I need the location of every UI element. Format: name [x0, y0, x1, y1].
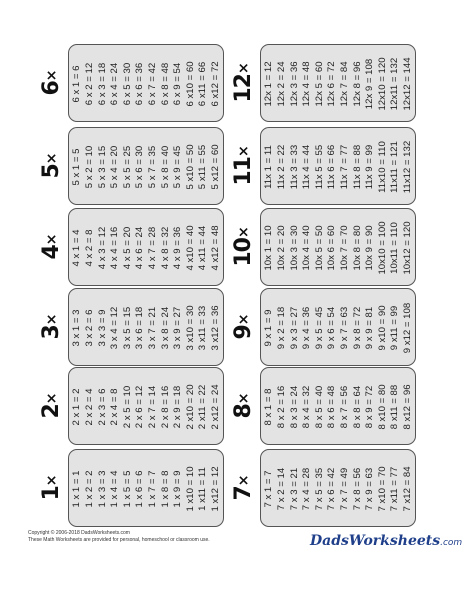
times-table-9 [228, 288, 416, 366]
fact-row: 10x 9 = 90 [364, 225, 376, 271]
fact-row: 5 x 2 = 10 [84, 145, 96, 189]
fact-row: 6 x11 = 66 [197, 61, 209, 107]
logo-wordmark: DadsWorksheets [310, 533, 441, 549]
fact-row: 8 x 1 = 8 [263, 388, 275, 426]
fact-row: 7 x 3 = 21 [288, 467, 300, 511]
fact-row: 6 x 6 = 36 [134, 62, 146, 106]
fact-row: 10x 8 = 80 [351, 225, 363, 271]
fact-row: 2 x 1 = 2 [71, 388, 83, 426]
fact-row: 5 x 3 = 15 [96, 145, 108, 189]
facts-panel [68, 208, 224, 286]
table-number: 1 [39, 486, 64, 501]
facts-list [261, 450, 416, 527]
fact-row: 8 x 7 = 56 [339, 385, 350, 429]
facts-list [261, 209, 416, 286]
fact-row: 8 x11 = 88 [389, 384, 401, 430]
fact-row: 8 x 2 = 16 [276, 385, 288, 429]
times-table-12 [228, 44, 416, 122]
fact-row: 1 x 3 = 3 [96, 470, 108, 508]
facts-list [69, 209, 224, 286]
fact-row: 1 x 7 = 7 [147, 470, 158, 508]
facts-list [261, 368, 416, 445]
times-symbol: × [236, 146, 252, 158]
fact-row: 2 x11 = 22 [197, 384, 209, 430]
fact-row: 5 x12 = 60 [209, 144, 221, 190]
fact-row: 5 x 7 = 35 [147, 145, 158, 189]
table-number: 8 [231, 404, 256, 419]
times-table-5 [36, 127, 224, 205]
table-heading [36, 44, 68, 122]
facts-panel [260, 127, 416, 205]
fact-row: 11x 1 = 11 [263, 145, 275, 189]
fact-row: 9 x 6 = 54 [326, 306, 338, 350]
times-table-10 [228, 208, 416, 286]
fact-row: 1 x 9 = 9 [172, 470, 184, 508]
fact-row: 10x 5 = 50 [313, 225, 325, 271]
fact-row: 9 x 9 = 81 [364, 306, 376, 350]
times-table-1 [36, 449, 224, 527]
dadsworksheets-logo[interactable] [310, 532, 463, 554]
fact-row: 6 x 4 = 24 [109, 62, 121, 106]
fact-row: 1 x 5 = 5 [121, 470, 133, 508]
fact-row: 11x10 = 110 [376, 141, 388, 193]
facts-panel [260, 44, 416, 122]
fact-row: 12x11 = 132 [389, 57, 401, 111]
fact-row: 3 x 5 = 15 [121, 306, 133, 350]
fact-row: 7 x 6 = 42 [326, 467, 338, 511]
times-symbol: × [236, 314, 252, 326]
fact-row: 11x 8 = 88 [351, 144, 363, 190]
fact-row: 9 x 2 = 18 [276, 306, 288, 350]
times-symbol: × [236, 475, 252, 487]
fact-row: 9 x11 = 99 [389, 305, 401, 351]
facts-panel [68, 288, 224, 366]
fact-row: 2 x 3 = 6 [96, 388, 108, 426]
fact-row: 4 x 2 = 8 [84, 229, 96, 267]
logo-domain: .com [440, 538, 463, 548]
fact-row: 12x 1 = 12 [263, 61, 275, 107]
times-symbol: × [44, 153, 60, 165]
fact-row: 1 x 2 = 2 [84, 470, 96, 508]
table-number: 11 [231, 157, 256, 186]
times-symbol: × [236, 227, 252, 239]
fact-row: 3 x 3 = 9 [96, 309, 108, 347]
facts-panel [260, 288, 416, 366]
fact-row: 8 x12 = 96 [401, 384, 413, 430]
facts-list [69, 450, 224, 527]
fact-row: 8 x 6 = 48 [326, 385, 338, 429]
fact-row: 2 x 8 = 16 [159, 385, 171, 429]
times-table-8 [228, 367, 416, 445]
fact-row: 9 x 8 = 72 [351, 306, 363, 350]
fact-row: 7 x 2 = 14 [276, 467, 288, 511]
fact-row: 2 x10 = 20 [184, 384, 196, 430]
fact-row: 11x 6 = 66 [326, 144, 338, 190]
times-symbol: × [44, 234, 60, 246]
fact-row: 3 x 9 = 27 [172, 306, 184, 350]
fact-row: 11x 5 = 55 [313, 144, 325, 190]
facts-panel [68, 449, 224, 527]
fact-row: 1 x12 = 12 [209, 466, 221, 512]
fact-row: 7 x11 = 77 [389, 466, 401, 512]
table-heading [228, 288, 260, 366]
times-table-3 [36, 288, 224, 366]
fact-row: 12x 5 = 60 [313, 61, 325, 107]
fact-row: 5 x 1 = 5 [71, 148, 83, 186]
fact-row: 1 x10 = 10 [184, 466, 196, 512]
fact-row: 1 x 1 = 1 [71, 470, 83, 508]
fact-row: 11x 9 = 99 [364, 144, 376, 190]
fact-row: 4 x 5 = 20 [121, 226, 133, 270]
fact-row: 3 x 2 = 6 [84, 309, 96, 347]
times-table-2 [36, 367, 224, 445]
fact-row: 4 x10 = 40 [184, 225, 196, 271]
fact-row: 2 x 4 = 8 [109, 388, 121, 426]
fact-row: 10x10 = 100 [376, 221, 388, 275]
table-heading [36, 208, 68, 286]
fact-row: 1 x 8 = 8 [159, 470, 171, 508]
table-heading [228, 44, 260, 122]
table-heading [228, 208, 260, 286]
table-number: 4 [39, 245, 64, 260]
fact-row: 2 x 6 = 12 [134, 385, 146, 429]
table-heading [36, 449, 68, 527]
table-heading [228, 127, 260, 205]
times-symbol: × [44, 393, 60, 405]
times-symbol: × [44, 314, 60, 326]
fact-row: 12x 3 = 36 [288, 61, 300, 107]
fact-row: 12x 8 = 96 [351, 61, 363, 107]
fact-row: 10x 1 = 10 [263, 225, 275, 271]
fact-row: 4 x 8 = 32 [159, 226, 171, 270]
facts-panel [260, 449, 416, 527]
fact-row: 9 x 7 = 63 [339, 306, 350, 350]
fact-row: 5 x11 = 55 [197, 144, 209, 190]
fact-row: 2 x 9 = 18 [172, 385, 184, 429]
fact-row: 11x 3 = 33 [288, 144, 300, 190]
facts-list [261, 128, 416, 205]
times-symbol: × [236, 393, 252, 405]
fact-row: 4 x 7 = 28 [147, 226, 158, 270]
fact-row: 10x11 = 110 [389, 222, 401, 274]
fact-row: 7 x10 = 70 [376, 466, 388, 512]
facts-list [69, 289, 224, 366]
table-number: 5 [39, 164, 64, 179]
facts-list [261, 289, 416, 366]
fact-row: 8 x 5 = 40 [313, 385, 325, 429]
table-heading [36, 367, 68, 445]
fact-row: 12x 4 = 48 [301, 61, 313, 107]
fact-row: 6 x 5 = 30 [121, 62, 133, 106]
fact-row: 11x11 = 121 [389, 141, 401, 193]
fact-row: 12x 2 = 24 [276, 61, 288, 107]
table-number: 12 [231, 74, 256, 103]
fact-row: 6 x12 = 72 [209, 61, 221, 107]
fact-row: 12x 6 = 72 [326, 61, 338, 107]
fact-row: 8 x 9 = 72 [364, 385, 376, 429]
fact-row: 11x 2 = 22 [276, 144, 288, 190]
fact-row: 4 x 4 = 16 [109, 226, 121, 270]
facts-list [69, 128, 224, 205]
times-table-4 [36, 208, 224, 286]
fact-row: 8 x10 = 80 [376, 384, 388, 430]
fact-row: 1 x11 = 11 [197, 467, 209, 511]
fact-row: 8 x 4 = 32 [301, 385, 313, 429]
fact-row: 10x 4 = 40 [301, 225, 313, 271]
fact-row: 2 x 5 = 10 [121, 385, 133, 429]
facts-panel [68, 367, 224, 445]
fact-row: 12x 9 = 108 [364, 58, 376, 110]
table-number: 9 [231, 325, 256, 340]
fact-row: 1 x 4 = 4 [109, 470, 121, 508]
fact-row: 3 x 8 = 24 [159, 306, 171, 350]
fact-row: 3 x 1 = 3 [71, 309, 83, 347]
times-table-11 [228, 127, 416, 205]
fact-row: 5 x 5 = 25 [121, 145, 133, 189]
fact-row: 10x12 = 120 [401, 221, 413, 275]
times-table-7 [228, 449, 416, 527]
fact-row: 4 x 6 = 24 [134, 226, 146, 270]
fact-row: 4 x 3 = 12 [96, 226, 108, 270]
fact-row: 4 x 1 = 4 [71, 229, 83, 267]
fact-row: 10x 3 = 30 [288, 225, 300, 271]
fact-row: 4 x12 = 48 [209, 225, 221, 271]
fact-row: 5 x10 = 50 [184, 144, 196, 190]
facts-panel [68, 44, 224, 122]
fact-row: 2 x 7 = 14 [147, 385, 158, 429]
facts-panel [260, 208, 416, 286]
fact-row: 10x 7 = 70 [339, 225, 350, 271]
fact-row: 7 x 8 = 56 [351, 467, 363, 511]
copyright-text: Copyright © 2006-2018 DadsWorksheets.com [28, 530, 130, 536]
fact-row: 9 x 1 = 9 [263, 309, 275, 347]
fact-row: 7 x 4 = 28 [301, 467, 313, 511]
fact-row: 12x12 = 144 [401, 57, 413, 111]
fact-row: 3 x12 = 36 [209, 305, 221, 351]
table-number: 3 [39, 325, 64, 340]
fact-row: 9 x 3 = 27 [288, 306, 300, 350]
table-heading [36, 288, 68, 366]
fact-row: 3 x11 = 33 [197, 305, 209, 351]
fact-row: 11x 4 = 44 [301, 144, 313, 190]
facts-panel [260, 367, 416, 445]
fact-row: 5 x 8 = 40 [159, 145, 171, 189]
fact-row: 6 x 3 = 18 [96, 62, 108, 106]
fact-row: 3 x 6 = 18 [134, 306, 146, 350]
fact-row: 8 x 3 = 24 [288, 385, 300, 429]
table-number: 2 [39, 404, 64, 419]
fact-row: 5 x 9 = 45 [172, 145, 184, 189]
fact-row: 4 x11 = 44 [197, 225, 209, 271]
fact-row: 8 x 8 = 64 [351, 385, 363, 429]
fact-row: 11x 7 = 77 [339, 144, 350, 190]
fact-row: 3 x10 = 30 [184, 305, 196, 351]
fact-row: 5 x 4 = 20 [109, 145, 121, 189]
fact-row: 7 x 7 = 49 [339, 467, 350, 511]
fact-row: 2 x12 = 24 [209, 384, 221, 430]
fact-row: 7 x 1 = 7 [263, 470, 275, 508]
times-table-6 [36, 44, 224, 122]
fact-row: 7 x12 = 84 [401, 466, 413, 512]
fact-row: 7 x 5 = 35 [313, 467, 325, 511]
fact-row: 6 x 2 = 12 [84, 62, 96, 106]
fact-row: 12x 7 = 84 [339, 61, 350, 107]
facts-panel [68, 127, 224, 205]
fact-row: 10x 2 = 20 [276, 225, 288, 271]
fact-row: 9 x 4 = 36 [301, 306, 313, 350]
fact-row: 5 x 6 = 30 [134, 145, 146, 189]
facts-list [69, 368, 224, 445]
table-heading [36, 127, 68, 205]
fact-row: 1 x 6 = 6 [134, 470, 146, 508]
table-heading [228, 367, 260, 445]
fact-row: 10x 6 = 60 [326, 225, 338, 271]
fact-row: 4 x 9 = 36 [172, 226, 184, 270]
fact-row: 6 x 9 = 54 [172, 62, 184, 106]
times-symbol: × [44, 70, 60, 82]
fact-row: 2 x 2 = 4 [84, 388, 96, 426]
fact-row: 9 x 5 = 45 [313, 306, 325, 350]
fact-row: 6 x 7 = 42 [147, 62, 158, 106]
table-number: 7 [231, 486, 256, 501]
times-symbol: × [236, 63, 252, 75]
fact-row: 7 x 9 = 63 [364, 467, 376, 511]
usage-notice: These Math Worksheets are provided for personal, homeschool or classroom use. [28, 537, 210, 543]
fact-row: 6 x10 = 60 [184, 61, 196, 107]
fact-row: 9 x10 = 90 [376, 305, 388, 351]
fact-row: 3 x 7 = 21 [147, 306, 158, 350]
fact-row: 6 x 8 = 48 [159, 62, 171, 106]
facts-list [69, 45, 224, 122]
times-symbol: × [44, 475, 60, 487]
fact-row: 3 x 4 = 12 [109, 306, 121, 350]
fact-row: 11x12 = 132 [401, 140, 413, 194]
fact-row: 6 x 1 = 6 [71, 65, 83, 103]
facts-list [261, 45, 416, 122]
table-heading [228, 449, 260, 527]
table-number: 6 [39, 81, 64, 96]
fact-row: 9 x12 = 108 [401, 302, 413, 354]
table-number: 10 [231, 238, 256, 267]
fact-row: 12x10 = 120 [376, 57, 388, 111]
